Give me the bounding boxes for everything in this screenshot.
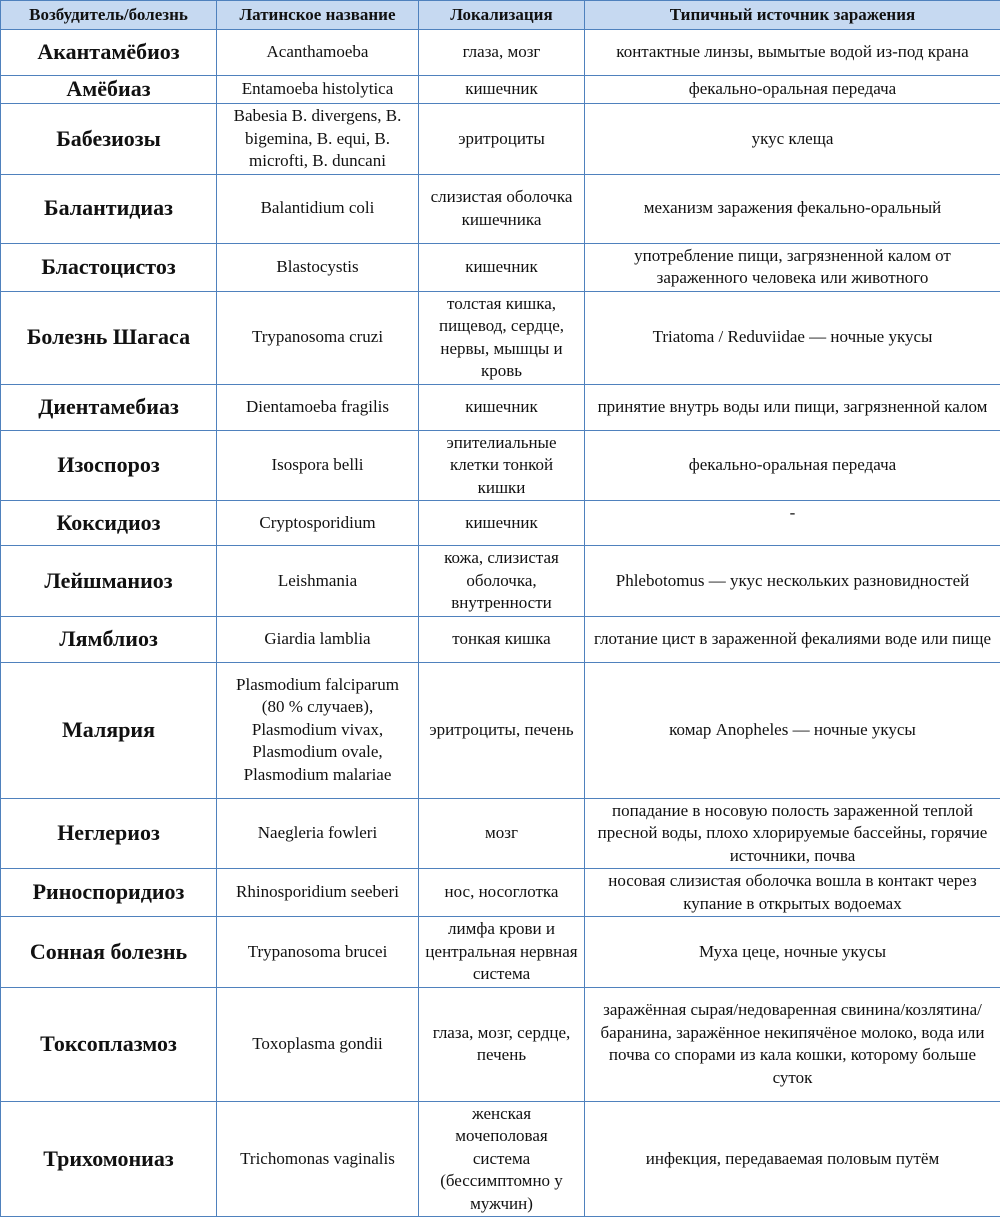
source-cell: механизм заражения фекально-оральный (585, 174, 1000, 243)
header-disease: Возбудитель/болезнь (1, 1, 217, 30)
table-row (1, 987, 1000, 1101)
disease-cell: Балантидиаз (1, 174, 217, 243)
source-cell: фекально-оральная передача (585, 430, 1000, 501)
table-row (1, 174, 1000, 243)
disease-cell: Лямблиоз (1, 616, 217, 662)
location-cell: лимфа крови и центральная нервная система (419, 917, 585, 988)
source-cell: употребление пищи, загрязненной калом от зараженного человека или животного (585, 243, 1000, 291)
source-cell: комар Anopheles — ночные укусы (585, 662, 1000, 798)
source-cell: Triatoma / Reduviidae — ночные укусы (585, 291, 1000, 384)
source-cell: - (585, 501, 1000, 546)
header-source: Типичный источник заражения (585, 1, 1000, 30)
source-cell: фекально-оральная передача (585, 76, 1000, 104)
source-cell: глотание цист в зараженной фекалиями воде или пище (585, 616, 1000, 662)
source-cell: Муха цеце, ночные укусы (585, 917, 1000, 988)
latin-cell: Isospora belli (217, 430, 419, 501)
table-row (1, 869, 1000, 917)
table-row (1, 798, 1000, 869)
source-cell: укус клеща (585, 104, 1000, 175)
location-cell: кожа, слизистая оболочка, внутренности (419, 546, 585, 617)
location-cell: толстая кишка, пищевод, сердце, нервы, мышцы и кровь (419, 291, 585, 384)
location-cell: мозг (419, 798, 585, 869)
disease-cell: Бабезиозы (1, 104, 217, 175)
disease-cell: Болезнь Шагаса (1, 291, 217, 384)
disease-cell: Малярия (1, 662, 217, 798)
latin-cell: Acanthamoeba (217, 30, 419, 76)
table-row (1, 76, 1000, 104)
table-row (1, 616, 1000, 662)
latin-cell: Trypanosoma cruzi (217, 291, 419, 384)
table-row (1, 243, 1000, 291)
latin-cell: Trypanosoma brucei (217, 917, 419, 988)
latin-cell: Toxoplasma gondii (217, 987, 419, 1101)
location-cell: эритроциты (419, 104, 585, 175)
latin-cell: Babesia B. divergens, B. bigemina, B. equi, B. microfti, B. duncani (217, 104, 419, 175)
location-cell: эпителиальные клетки тонкой кишки (419, 430, 585, 501)
source-cell: носовая слизистая оболочка вошла в контакт через купание в открытых водоемах (585, 869, 1000, 917)
location-cell: эритроциты, печень (419, 662, 585, 798)
location-cell: нос, носоглотка (419, 869, 585, 917)
header-latin: Латинское название (217, 1, 419, 30)
location-cell: глаза, мозг, сердце, печень (419, 987, 585, 1101)
table-row (1, 104, 1000, 175)
source-cell: Phlebotomus — укус нескольких разновидностей (585, 546, 1000, 617)
table-row (1, 30, 1000, 76)
table-row (1, 917, 1000, 988)
latin-cell: Balantidium coli (217, 174, 419, 243)
source-cell: заражённая сырая/недоваренная свинина/козлятина/баранина, заражённое некипячёное молоко, вода или почва со спорами из кала кошки, которому больше суток (585, 987, 1000, 1101)
location-cell: кишечник (419, 243, 585, 291)
header-row (1, 1, 1000, 30)
location-cell: женская мочеполовая система (бессимптомно у мужчин) (419, 1101, 585, 1217)
table-row (1, 546, 1000, 617)
table-row (1, 662, 1000, 798)
source-cell: инфекция, передаваемая половым путём (585, 1101, 1000, 1217)
table-row (1, 430, 1000, 501)
disease-cell: Риноспоридиоз (1, 869, 217, 917)
location-cell: кишечник (419, 501, 585, 546)
latin-cell: Leishmania (217, 546, 419, 617)
latin-cell: Entamoeba histolytica (217, 76, 419, 104)
latin-cell: Cryptosporidium (217, 501, 419, 546)
disease-cell: Коксидиоз (1, 501, 217, 546)
latin-cell: Dientamoeba fragilis (217, 384, 419, 430)
disease-cell: Сонная болезнь (1, 917, 217, 988)
latin-cell: Trichomonas vaginalis (217, 1101, 419, 1217)
table-row (1, 291, 1000, 384)
disease-cell: Амёбиаз (1, 76, 217, 104)
header-location: Локализация (419, 1, 585, 30)
disease-cell: Акантамёбиоз (1, 30, 217, 76)
disease-cell: Неглериоз (1, 798, 217, 869)
latin-cell: Blastocystis (217, 243, 419, 291)
location-cell: тонкая кишка (419, 616, 585, 662)
source-cell: принятие внутрь воды или пищи, загрязненной калом (585, 384, 1000, 430)
location-cell: кишечник (419, 76, 585, 104)
location-cell: глаза, мозг (419, 30, 585, 76)
disease-cell: Бластоцистоз (1, 243, 217, 291)
table-row (1, 1101, 1000, 1217)
disease-cell: Токсоплазмоз (1, 987, 217, 1101)
source-cell: контактные линзы, вымытые водой из-под крана (585, 30, 1000, 76)
location-cell: слизистая оболочка кишечника (419, 174, 585, 243)
disease-cell: Лейшманиоз (1, 546, 217, 617)
table-row (1, 384, 1000, 430)
latin-cell: Rhinosporidium seeberi (217, 869, 419, 917)
latin-cell: Plasmodium falciparum (80 % случаев), Plasmodium vivax, Plasmodium ovale, Plasmodium malariae (217, 662, 419, 798)
disease-cell: Трихомониаз (1, 1101, 217, 1217)
disease-cell: Изоспороз (1, 430, 217, 501)
location-cell: кишечник (419, 384, 585, 430)
table-row (1, 501, 1000, 546)
latin-cell: Naegleria fowleri (217, 798, 419, 869)
disease-cell: Диентамебиаз (1, 384, 217, 430)
latin-cell: Giardia lamblia (217, 616, 419, 662)
source-cell: попадание в носовую полость зараженной теплой пресной воды, плохо хлорируемые бассейны, горячие источники, почва (585, 798, 1000, 869)
